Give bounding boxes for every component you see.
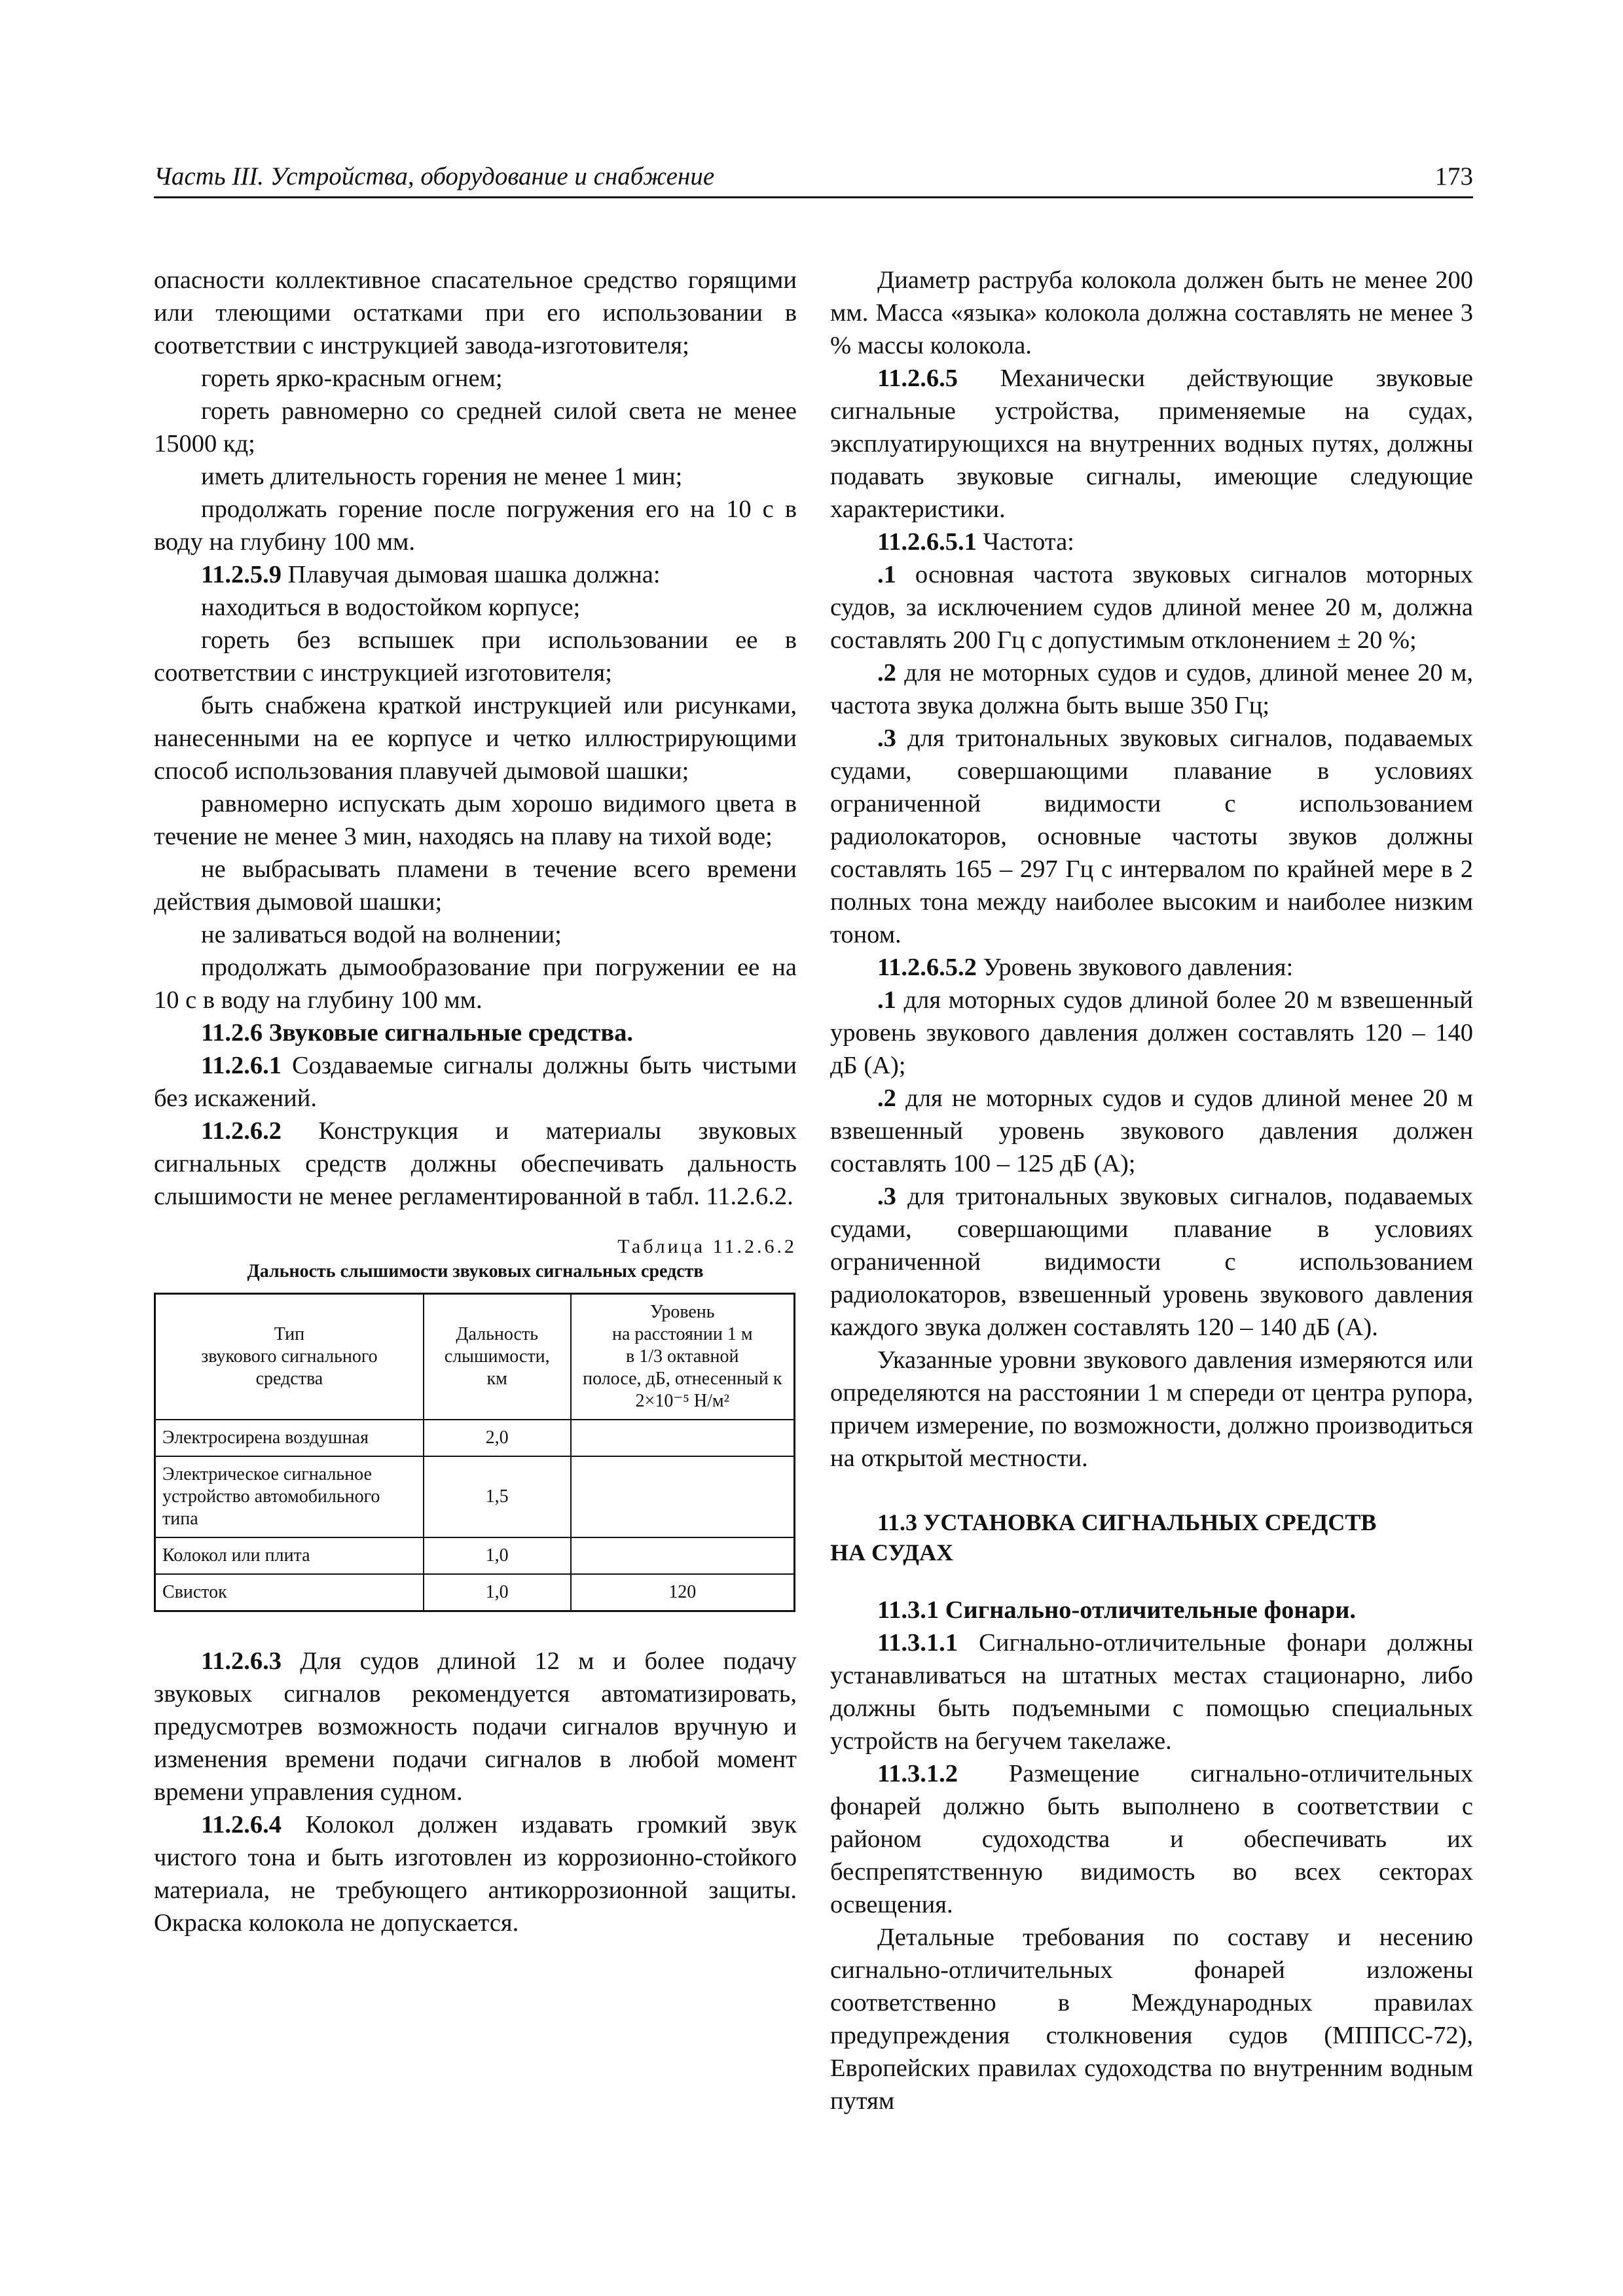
clause-number: 11.2.5.9 [201,561,282,588]
table-cell: Электрическое сигнальное устройство автомобильного типа [155,1456,424,1537]
clause-number: 11.2.6.5.2 [877,954,977,981]
section-heading: 11.3 УСТАНОВКА СИГНАЛЬНЫХ СРЕДСТВ НА СУДАХ [830,1509,1377,1566]
list-item: равномерно испускать дым хорошо видимого цвета в течение не менее 3 мин, находясь на плаву на тихой воде; [154,790,797,850]
list-item: гореть равномерно со средней силой света не менее 15000 кд; [154,397,797,457]
clause-number: 11.3.1.2 [877,1760,958,1787]
table-row [155,1456,795,1537]
table-cell: 2,0 [424,1420,571,1456]
clause-11-2-5-9: 11.2.5.9 Плавучая дымовая шашка должна: [201,561,661,588]
item-number: .2 [877,1085,896,1112]
clause-11-2-6-5-2: 11.2.6.5.2 Уровень звукового давления: [877,954,1294,981]
table-title: Дальность слышимости звуковых сигнальных средств [247,1261,704,1282]
running-header [154,156,1473,198]
spacer [830,1568,1473,1594]
table-header-cell: Дальность слышимости, км [424,1294,571,1420]
clause-11-2-6-4: 11.2.6.4 Колокол должен издавать громкий звук чистого тона и быть изготовлен из коррозионно-стойкого материала, не требующего антикоррозионной защиты. Окраска колокола не допускается. [154,1811,797,1937]
clause-11-2-6-5: 11.2.6.5 Механически действующие звуковые сигнальные устройства, применяемые на судах, эксплуатирующихся на внутренних водных путях, должны подавать звуковые сигналы, имеющие следующие характеристики. [830,365,1473,523]
spacer [830,1475,1473,1507]
clause-number: 11.2.6.5.1 [877,528,977,556]
table-cell [571,1456,795,1537]
item-number: .1 [877,986,896,1014]
paragraph: Указанные уровни звукового давления измеряются или определяются на расстоянии 1 м спереди от центра рупора, причем измерение, по возможности, должно производиться на открытой местности. [830,1346,1473,1472]
clause-number: 11.2.6.2 [201,1117,282,1145]
list-item: гореть ярко-красным огнем; [201,365,503,392]
table-cell: 1,0 [424,1537,571,1574]
clause-11-2-6-3: 11.2.6.3 Для судов длиной 12 м и более подачу звуковых сигналов рекомендуется автоматизировать, предусмотрев возможность подачи сигналов вручную и изменения времени подачи сигналов в любой момент времени управления судном. [154,1647,797,1806]
item-number: .1 [877,561,896,588]
table-number: Таблица 11.2.6.2 [617,1236,797,1257]
table-row [155,1537,795,1574]
paragraph: опасности коллективное спасательное средство горящими или тлеющими остатками при его использовании в соответствии с инструкцией завода-изготовителя; [154,266,797,359]
table-cell: 1,0 [424,1574,571,1611]
clause-11-2-6-1: 11.2.6.1 Создаваемые сигналы должны быть чистыми без искажений. [154,1052,797,1112]
clause-number: 11.2.6.4 [201,1811,282,1839]
paragraph: Диаметр раструба колокола должен быть не менее 200 мм. Масса «языка» колокола должна составлять не менее 3 % массы колокола. [830,266,1473,359]
table-header-cell: Уровень на расстоянии 1 м в 1/3 октавной полосе, дБ, отнесенный к 2×10⁻⁵ Н/м² [571,1294,795,1420]
list-item: иметь длительность горения не менее 1 мин; [201,463,683,490]
subsection-heading: 11.2.6 Звуковые сигнальные средства. [201,1019,633,1047]
clause-number: 11.2.6.5 [877,365,958,392]
audibility-table [154,1293,795,1612]
item-number: .3 [877,725,896,752]
item-number: .2 [877,659,896,687]
spacer [154,1612,797,1645]
table-header-cell: Тип звукового сигнального средства [155,1294,424,1420]
clause-11-2-6-2: 11.2.6.2 Конструкция и материалы звуковых сигнальных средств должны обеспечивать дальность слышимости не менее регламентированной в табл. 11.2.6.2. [154,1117,797,1210]
subsection-heading: 11.3.1 Сигнально-отличительные фонари. [877,1596,1357,1624]
clause-11-2-6-5-1: 11.2.6.5.1 Частота: [877,528,1074,556]
list-item: .1 основная частота звуковых сигналов моторных судов, за исключением судов длиной менее 20 м, должна составлять 200 Гц с допустимым отклонением ± 20 %; [830,561,1473,654]
table-row [155,1574,795,1611]
page-number: 173 [1434,162,1473,190]
list-item: гореть без вспышек при использовании ее в соответствии с инструкцией изготовителя; [154,626,797,687]
table-cell: Колокол или плита [155,1537,424,1574]
list-item: быть снабжена краткой инструкцией или рисунками, нанесенными на ее корпусе и четко иллюстрирующими способ использования плавучей дымовой шашки; [154,692,797,785]
table-row [155,1420,795,1456]
paragraph: Детальные требования по составу и несению сигнально-отличительных фонарей изложены соответственно в Международных правилах предупреждения столкновения судов (МППСС-72), Европейских правилах судоходства по внутренним водным путям [830,1924,1473,2115]
list-item: не заливаться водой на волнении; [201,921,562,948]
left-column [154,264,797,1939]
list-item: не выбрасывать пламени в течение всего времени действия дымовой шашки; [154,855,797,916]
list-item: .3 для тритональных звуковых сигналов, подаваемых судами, совершающими плавание в условиях ограниченной видимости с использованием радиолокаторов, взвешенный уровень звукового давления каждого звука должен составлять 120 – 140 дБ (А). [830,1183,1473,1341]
table-cell: Свисток [155,1574,424,1611]
list-item: .3 для тритональных звуковых сигналов, подаваемых судами, совершающими плавание в условиях ограниченной видимости с использованием радиолокаторов, основные частоты звуков должны составлять 165 – 297 Гц с интервалом по крайней мере в 2 полных тона между наиболее высоким и наиболее низким тоном. [830,725,1473,948]
table-cell: 120 [571,1574,795,1611]
running-header-title: Часть III. Устройства, оборудование и снабжение [154,162,715,190]
list-item: .1 для моторных судов длиной более 20 м взвешенный уровень звукового давления должен составлять 120 – 140 дБ (А); [830,986,1473,1079]
list-item: .2 для не моторных судов и судов, длиной менее 20 м, частота звука должна быть выше 350 Гц; [830,659,1473,719]
clause-11-3-1-2: 11.3.1.2 Размещение сигнально-отличительных фонарей должно быть выполнено в соответствии с районом судоходства и обеспечивать их беспрепятственную видимость во всех секторах освещения. [830,1760,1473,1918]
table-cell [571,1420,795,1456]
list-item: находиться в водостойком корпусе; [201,594,581,621]
clause-11-3-1-1: 11.3.1.1 Сигнально-отличительные фонари должны устанавливаться на штатных местах стационарно, либо должны быть подъемными с помощью специальных устройств на бегучем такелаже. [830,1629,1473,1755]
right-column [830,264,1473,2117]
list-item: продолжать дымообразование при погружении ее на 10 с в воду на глубину 100 мм. [154,954,797,1014]
clause-number: 11.2.6.3 [201,1647,282,1675]
list-item: .2 для не моторных судов и судов длиной менее 20 м взвешенный уровень звукового давления должен составлять 100 – 125 дБ (А); [830,1085,1473,1177]
table-header-row [155,1294,795,1420]
table-cell: Электросирена воздушная [155,1420,424,1456]
clause-number: 11.2.6.1 [201,1052,282,1079]
item-number: .3 [877,1183,896,1210]
clause-number: 11.3.1.1 [877,1629,958,1657]
table-cell [571,1537,795,1574]
list-item: продолжать горение после погружения его на 10 с в воду на глубину 100 мм. [154,495,797,556]
table-cell: 1,5 [424,1456,571,1537]
